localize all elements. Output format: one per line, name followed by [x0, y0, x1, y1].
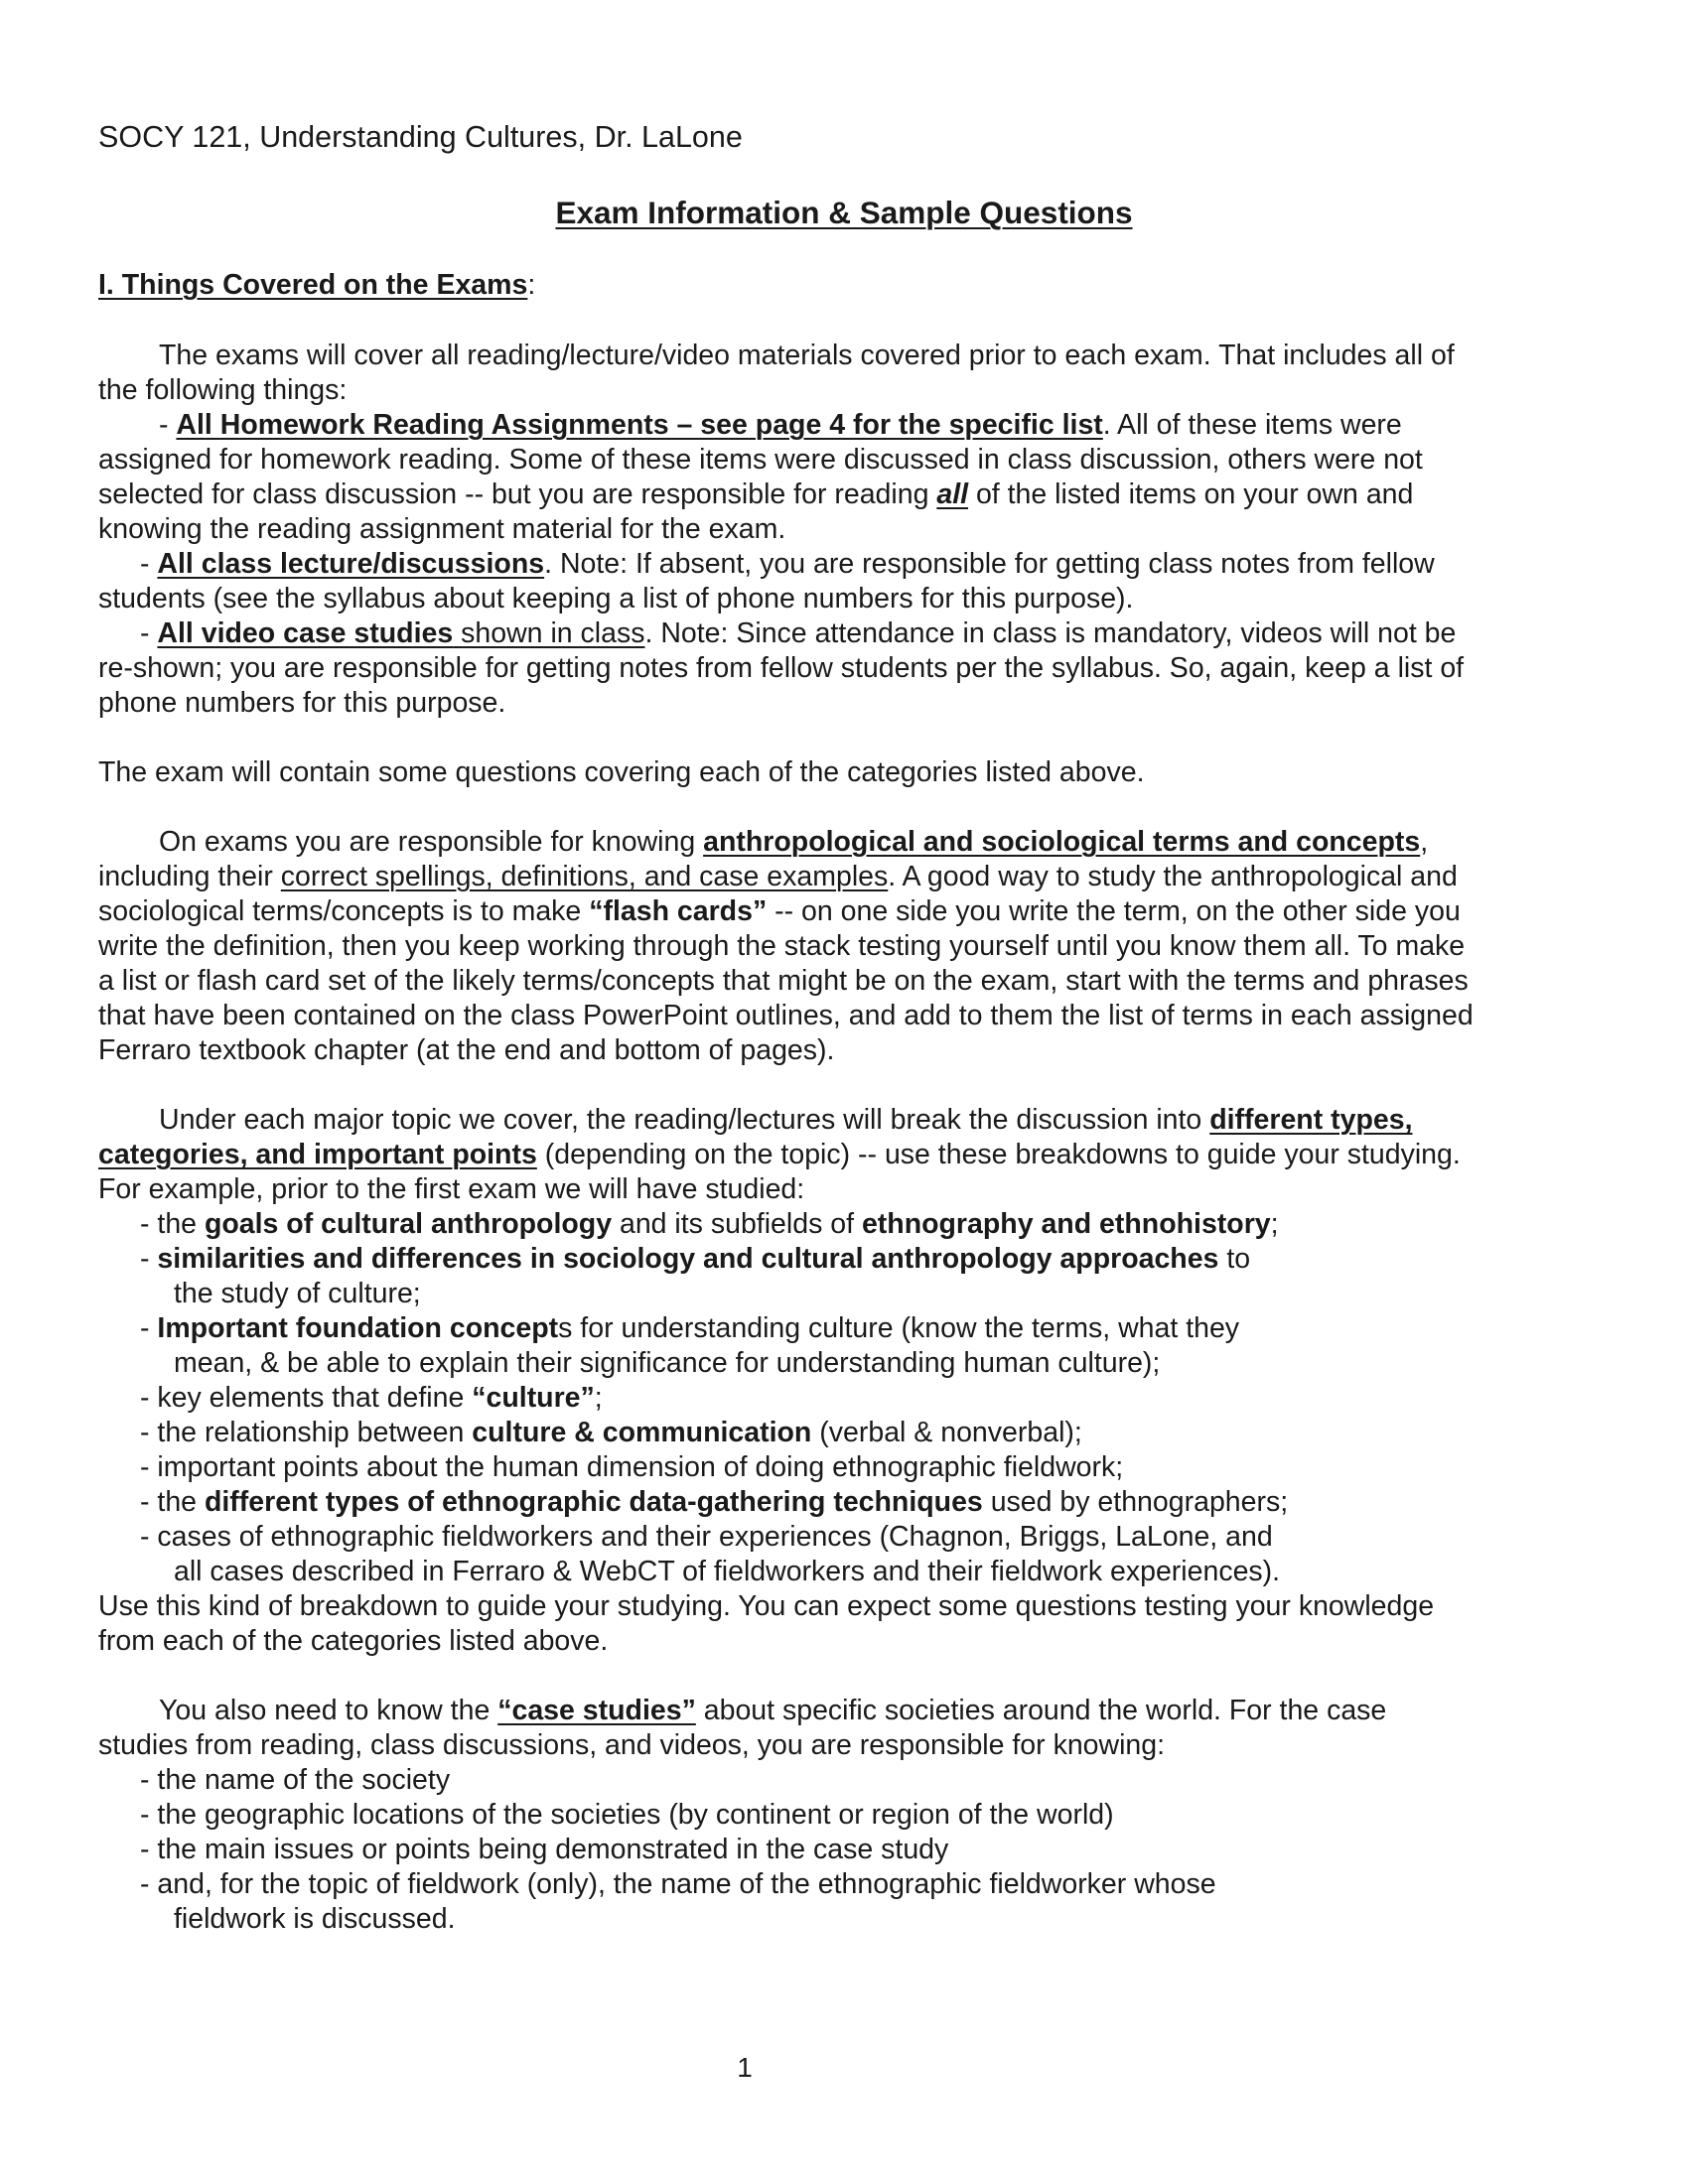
terms-concepts-emphasis: anthropological and sociological terms and concepts	[703, 826, 1421, 858]
categories-emphasis: categories, and important points	[98, 1139, 537, 1170]
text-run: -- on one side you write the term, on the other side you	[767, 895, 1461, 927]
text-run: ;	[1270, 1208, 1279, 1240]
terms-line-2	[98, 860, 1458, 894]
page-number: 1	[737, 2052, 753, 2083]
text-run: You also need to know the	[159, 1695, 498, 1726]
text-run: -	[140, 1243, 158, 1275]
text-run: - key elements that define	[140, 1382, 473, 1414]
bullet-dash: -	[140, 548, 158, 580]
terms-line-4: write the definition, then you keep working through the stack testing yourself until you know them all. To make	[98, 930, 1466, 962]
topic-item	[140, 1207, 1279, 1242]
spellings-emphasis: correct spellings, definitions, and case examples	[280, 861, 889, 892]
topic-emphasis: Important foundation concept	[157, 1312, 559, 1344]
topic-item	[140, 1416, 1082, 1450]
video-label-bold: All video case studies	[157, 617, 454, 649]
topic-emphasis: culture & communication	[472, 1417, 812, 1448]
bullet-dash: -	[140, 617, 158, 649]
cases-line-2: studies from reading, class discussions, and videos, you are responsible for knowing:	[98, 1729, 1166, 1761]
emphasis-all: all	[936, 478, 969, 510]
text-run: ;	[594, 1382, 603, 1414]
cases-line-1	[159, 1694, 1386, 1728]
text-run: s for understanding culture (know the terms, what they	[558, 1312, 1240, 1344]
terms-line-5: a list or flash card set of the likely terms/concepts that might be on the exam, start with the terms and phrases	[98, 965, 1469, 997]
bullet-lecture-rest: . Note: If absent, you are responsible for getting class notes from fellow	[544, 548, 1435, 580]
topics-close-line-1: Use this kind of breakdown to guide your studying. You can expect some questions testing your knowledge	[98, 1590, 1435, 1622]
bullet-homework-line-3	[98, 478, 1413, 512]
bullet-homework-rest: . All of these items were	[1102, 409, 1402, 441]
topic-item: - cases of ethnographic fieldworkers and their experiences (Chagnon, Briggs, LaLone, and	[140, 1521, 1273, 1553]
text-run: to	[1218, 1243, 1251, 1275]
terms-line-6: that have been contained on the class PowerPoint outlines, and add to them the list of terms in each assigned	[98, 1000, 1474, 1031]
text-run: ,	[1420, 826, 1429, 858]
bullet-homework-line-1	[159, 408, 1402, 443]
course-header: SOCY 121, Understanding Cultures, Dr. LaLone	[98, 120, 743, 154]
text-run: and its subfields of	[612, 1208, 862, 1240]
topics-line-1	[159, 1103, 1413, 1138]
topic-item	[140, 1242, 1250, 1277]
text-run: - the	[140, 1486, 205, 1518]
video-label-plain: shown in class	[453, 617, 645, 649]
text-run: of the listed items on your own and	[968, 478, 1414, 510]
topic-item-continuation: all cases described in Ferraro & WebCT of fieldworkers and their fieldwork experiences).	[174, 1556, 1281, 1587]
text-run: - the	[140, 1208, 205, 1240]
section-heading	[98, 268, 535, 303]
topic-emphasis: different types of ethnographic data-gathering techniques	[204, 1486, 983, 1518]
page-title-text: Exam Information & Sample Questions	[555, 195, 1133, 230]
text-run: including their	[98, 861, 281, 892]
text-run: . A good way to study the anthropological and	[888, 861, 1458, 892]
text-run: (depending on the topic) -- use these breakdowns to guide your studying.	[536, 1139, 1461, 1170]
topic-item	[140, 1381, 603, 1416]
intro-line-1: The exams will cover all reading/lecture/video materials covered prior to each exam. That includes all of	[159, 340, 1455, 371]
page-title	[0, 196, 1688, 230]
intro-line-2: the following things:	[98, 374, 348, 406]
topic-emphasis: goals of cultural anthropology	[204, 1208, 613, 1240]
terms-line-7: Ferraro textbook chapter (at the end and bottom of pages).	[98, 1034, 835, 1066]
topic-emphasis: ethnography and ethnohistory	[861, 1208, 1271, 1240]
topic-emphasis: “culture”	[472, 1382, 595, 1414]
bullet-lecture-line-1	[140, 547, 1435, 582]
text-run: about specific societies around the world. For the case	[695, 1695, 1387, 1726]
case-item-continuation: fieldwork is discussed.	[174, 1903, 456, 1935]
text-run: used by ethnographers;	[982, 1486, 1289, 1518]
topics-line-2	[98, 1138, 1461, 1172]
text-run: Under each major topic we cover, the reading/lectures will break the discussion into	[159, 1104, 1210, 1136]
topics-line-3: For example, prior to the first exam we will have studied:	[98, 1173, 805, 1205]
topic-item: - important points about the human dimension of doing ethnographic fieldwork;	[140, 1451, 1124, 1483]
bullet-homework-line-2: assigned for homework reading. Some of these items were discussed in class discussion, others were not	[98, 444, 1423, 476]
topic-item-continuation: the study of culture;	[174, 1278, 421, 1309]
different-types-emphasis: different types,	[1209, 1104, 1413, 1136]
text-run: selected for class discussion -- but you are responsible for reading	[98, 478, 937, 510]
case-item: - the name of the society	[140, 1764, 451, 1796]
flash-cards-emphasis: “flash cards”	[589, 895, 768, 927]
text-run: - the relationship between	[140, 1417, 473, 1448]
text-run: (verbal & nonverbal);	[811, 1417, 1082, 1448]
section-heading-colon: :	[527, 269, 536, 301]
bullet-video-line-3: phone numbers for this purpose.	[98, 687, 506, 719]
case-item: - the main issues or points being demonstrated in the case study	[140, 1834, 949, 1865]
topics-close-line-2: from each of the categories listed above.	[98, 1625, 609, 1657]
topic-item	[140, 1311, 1239, 1346]
terms-line-3	[98, 894, 1461, 929]
bullet-homework-line-4: knowing the reading assignment material for the exam.	[98, 513, 786, 545]
terms-line-1	[159, 825, 1428, 860]
bullet-lecture-line-2: students (see the syllabus about keeping a list of phone numbers for this purpose).	[98, 583, 1134, 614]
topic-item-continuation: mean, & be able to explain their significance for understanding human culture);	[174, 1347, 1161, 1379]
text-run: On exams you are responsible for knowing	[159, 826, 704, 858]
lecture-label: All class lecture/discussions	[157, 548, 545, 580]
text-run: sociological terms/concepts is to make	[98, 895, 590, 927]
case-studies-emphasis: “case studies”	[497, 1695, 696, 1726]
bullet-video-rest: . Note: Since attendance in class is mandatory, videos will not be	[644, 617, 1457, 649]
homework-assignments-label: All Homework Reading Assignments – see page 4 for the specific list	[176, 409, 1103, 441]
bullet-video-line-2: re-shown; you are responsible for getting notes from fellow students per the syllabus. So, again, keep a list of	[98, 652, 1465, 684]
exam-contains-line: The exam will contain some questions covering each of the categories listed above.	[98, 756, 1145, 788]
bullet-video-line-1	[140, 616, 1456, 651]
text-run: -	[140, 1312, 158, 1344]
case-item: - and, for the topic of fieldwork (only), the name of the ethnographic fieldworker whose	[140, 1868, 1216, 1900]
topic-emphasis: similarities and differences in sociology and cultural anthropology approaches	[157, 1243, 1219, 1275]
topic-item	[140, 1485, 1288, 1520]
section-heading-text: I. Things Covered on the Exams	[98, 269, 528, 301]
case-item: - the geographic locations of the societies (by continent or region of the world)	[140, 1799, 1114, 1831]
bullet-dash: -	[159, 409, 177, 441]
